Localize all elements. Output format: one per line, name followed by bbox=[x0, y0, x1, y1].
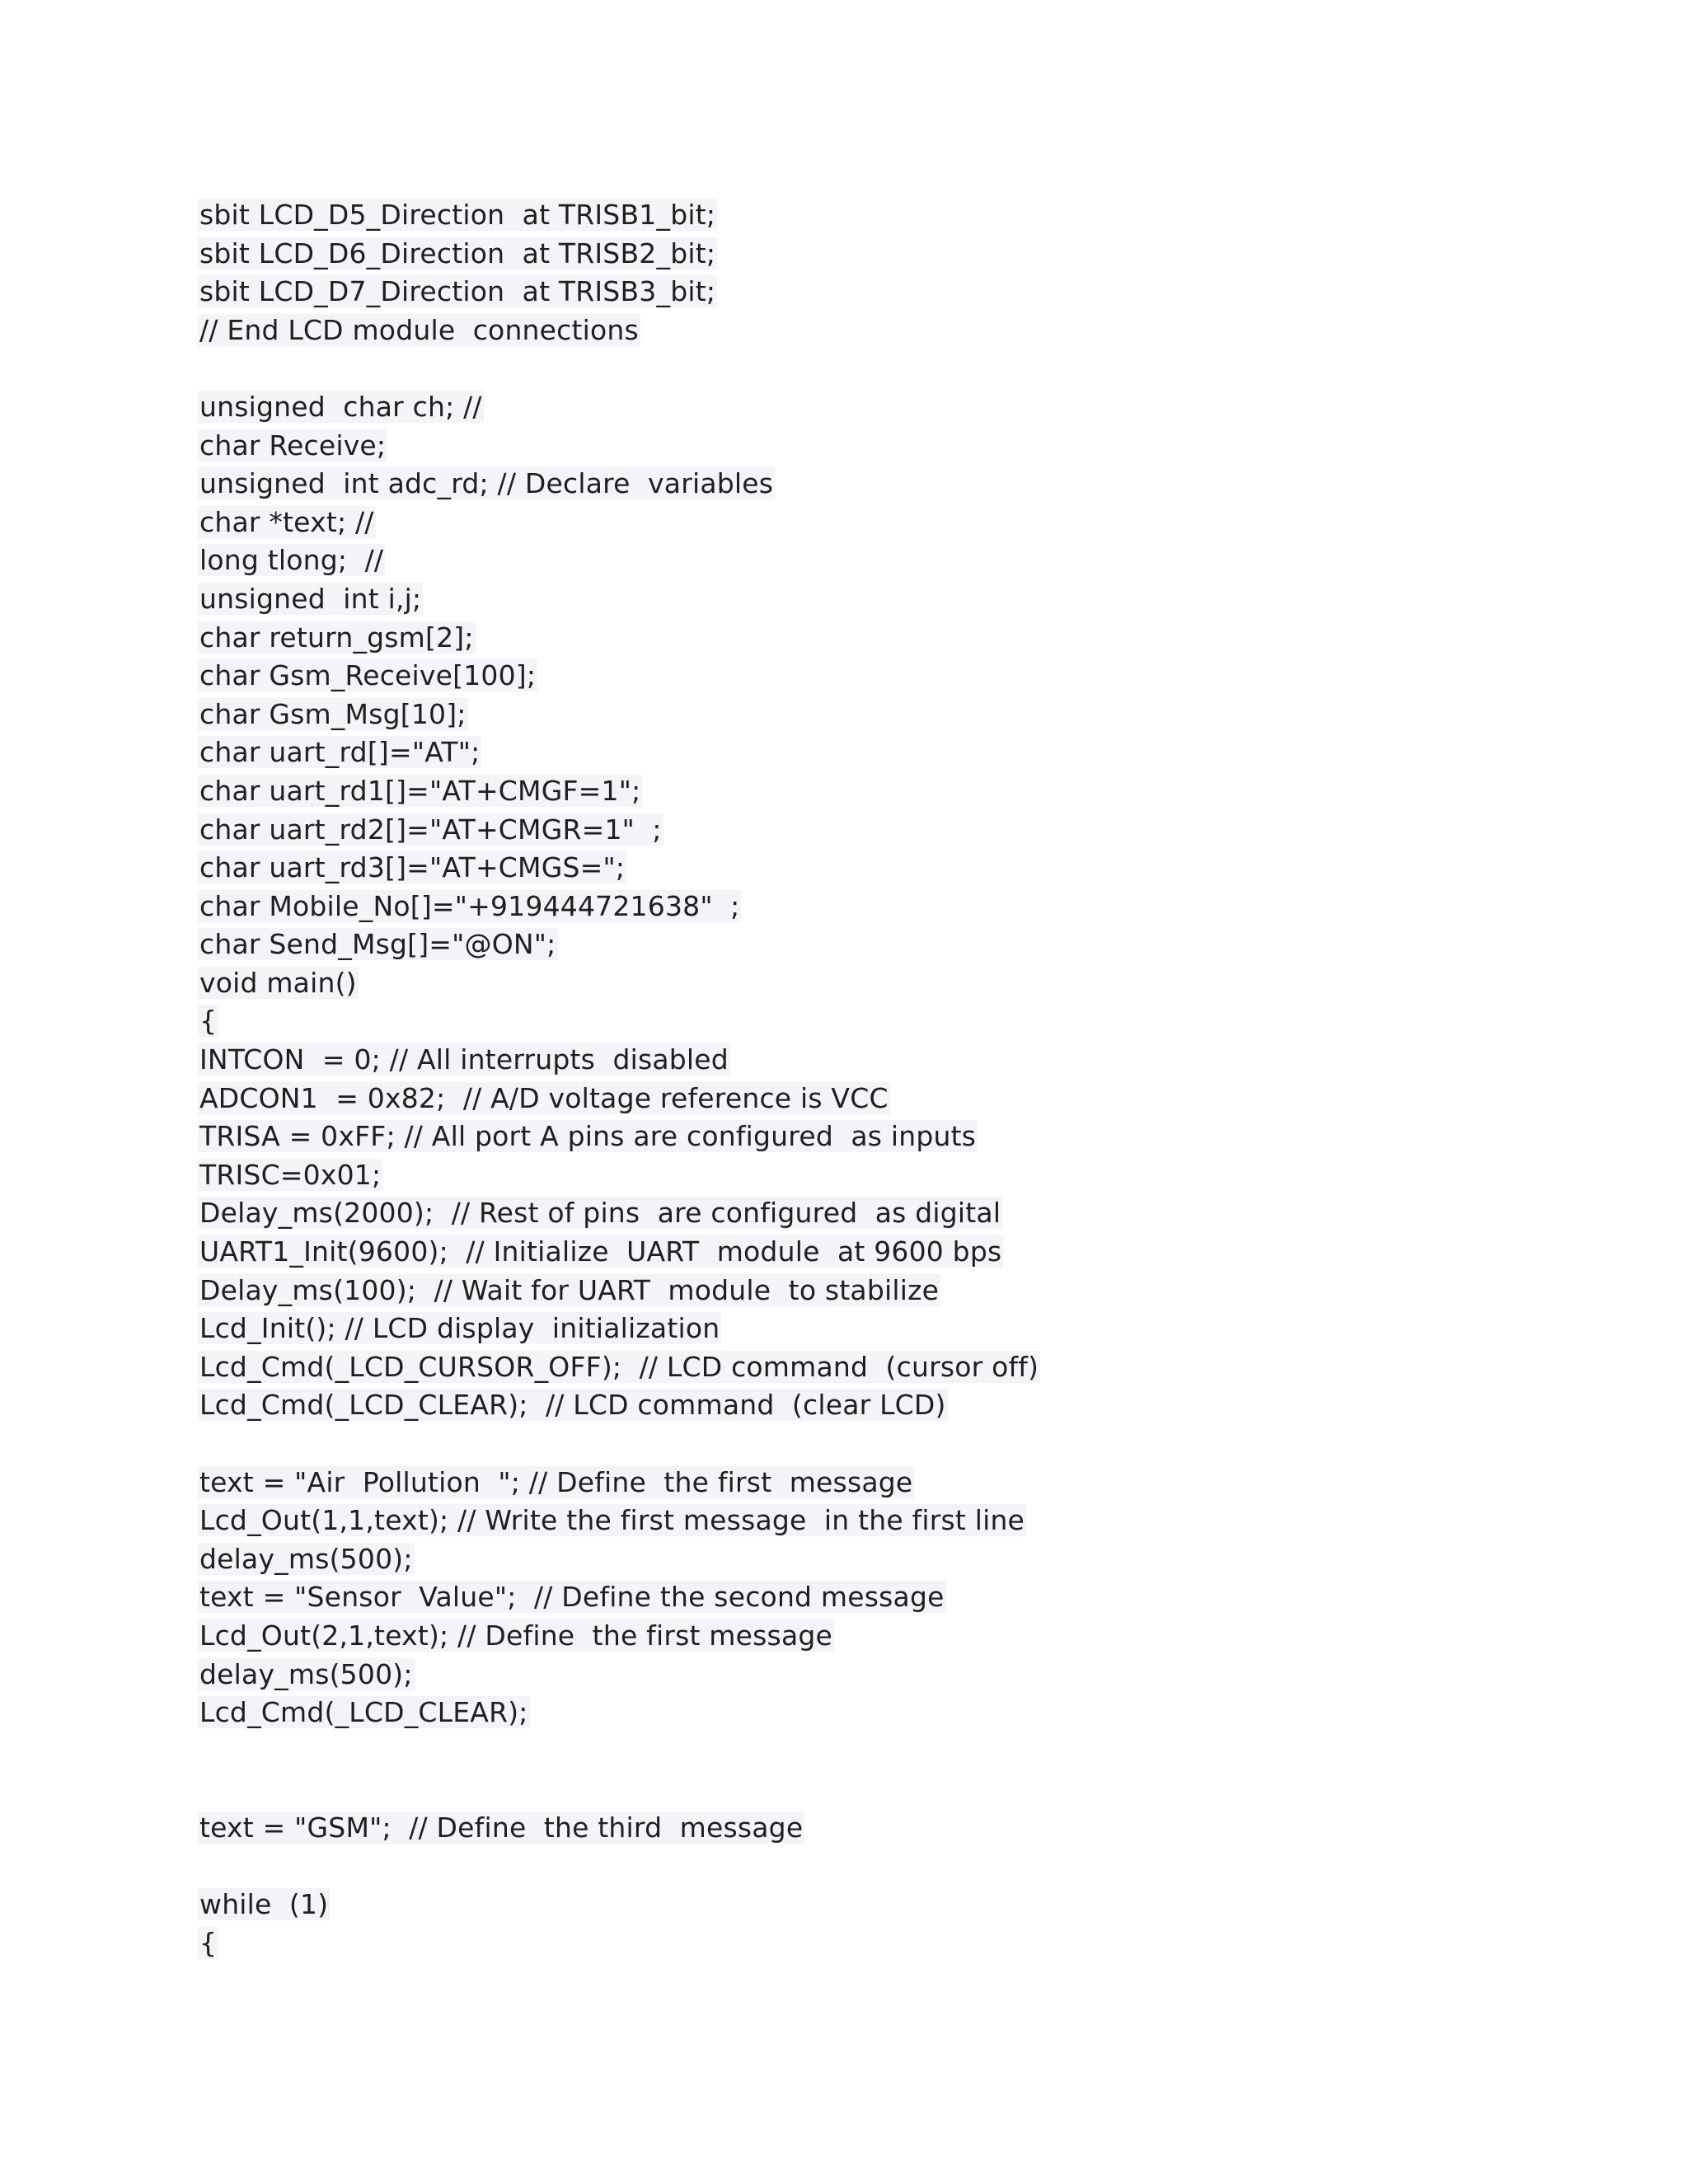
code-line bbox=[198, 1118, 1599, 1156]
code-line-text bbox=[198, 1850, 201, 1882]
code-line bbox=[198, 1156, 1599, 1195]
code-line-text: delay_ms(500); bbox=[199, 1657, 413, 1690]
code-line bbox=[198, 427, 1599, 466]
code-line-text bbox=[198, 1773, 201, 1805]
code-line-text: char uart_rd3[]="AT+CMGS="; bbox=[199, 851, 626, 884]
code-line bbox=[198, 1617, 1599, 1656]
code-line-text: Delay_ms(100); // Wait for UART module to stabilize bbox=[199, 1273, 940, 1306]
code-line bbox=[198, 1924, 1599, 1963]
code-line-text: sbit LCD_D6_Direction at TRISB2_bit; bbox=[199, 237, 716, 269]
code-line bbox=[198, 926, 1599, 964]
code-line bbox=[198, 235, 1599, 274]
code-line bbox=[198, 1041, 1599, 1080]
code-line bbox=[198, 388, 1599, 427]
code-line-text: Lcd_Cmd(_LCD_CLEAR); // LCD command (clear LCD) bbox=[199, 1389, 946, 1422]
code-line-text: TRISC=0x01; bbox=[199, 1158, 382, 1191]
code-line bbox=[198, 312, 1599, 350]
code-line bbox=[198, 1464, 1599, 1502]
code-line-text: text = "Air Pollution "; // Define the first message bbox=[199, 1465, 913, 1498]
code-line bbox=[198, 1272, 1599, 1310]
code-line-text: { bbox=[199, 1005, 218, 1038]
code-line-text: Lcd_Out(2,1,text); // Define the first message bbox=[199, 1619, 833, 1652]
code-line-text: TRISA = 0xFF; // All port A pins are configured as inputs bbox=[199, 1120, 977, 1153]
code-line-text: text = "Sensor Value"; // Define the second message bbox=[199, 1581, 945, 1614]
code-line bbox=[198, 1233, 1599, 1272]
code-line bbox=[198, 1886, 1599, 1924]
code-line-text bbox=[198, 1427, 201, 1460]
code-line-text: sbit LCD_D5_Direction at TRISB1_bit; bbox=[199, 199, 716, 231]
code-line bbox=[198, 1348, 1599, 1387]
code-line-text: text = "GSM"; // Define the third message bbox=[199, 1811, 804, 1844]
code-line-text: char *text; // bbox=[199, 505, 374, 538]
code-line bbox=[198, 772, 1599, 811]
code-line bbox=[198, 1080, 1599, 1118]
code-line-text: unsigned int adc_rd; // Declare variables bbox=[199, 467, 774, 500]
code-line bbox=[198, 504, 1599, 542]
code-line bbox=[198, 1310, 1599, 1348]
code-line-text: char Mobile_No[]="+919444721638" ; bbox=[199, 889, 740, 922]
code-line-text: char uart_rd1[]="AT+CMGF=1"; bbox=[199, 774, 641, 807]
blank-line bbox=[198, 349, 1599, 388]
blank-line bbox=[198, 1848, 1599, 1886]
code-line-text: char uart_rd2[]="AT+CMGR=1" ; bbox=[199, 813, 662, 846]
code-line bbox=[198, 1502, 1599, 1540]
code-line-text: void main() bbox=[199, 966, 357, 999]
code-listing bbox=[198, 196, 1599, 1962]
code-line-text bbox=[198, 352, 201, 384]
code-line bbox=[198, 580, 1599, 619]
code-line bbox=[198, 1194, 1599, 1233]
code-line-text: while (1) bbox=[199, 1888, 329, 1921]
code-line-text: Lcd_Init(); // LCD display initialization bbox=[199, 1312, 720, 1345]
code-line bbox=[198, 273, 1599, 312]
code-line bbox=[198, 619, 1599, 658]
code-line bbox=[198, 733, 1599, 772]
code-line bbox=[198, 196, 1599, 235]
code-line bbox=[198, 1656, 1599, 1694]
blank-line bbox=[198, 1770, 1599, 1809]
code-line bbox=[198, 811, 1599, 850]
code-line-text: // End LCD module connections bbox=[199, 313, 639, 346]
code-line-text: ADCON1 = 0x82; // A/D voltage reference is VCC bbox=[199, 1081, 889, 1114]
code-line bbox=[198, 964, 1599, 1003]
code-line bbox=[198, 1578, 1599, 1617]
code-line-text: { bbox=[199, 1926, 218, 1959]
code-line-text: char Receive; bbox=[199, 429, 387, 462]
code-line bbox=[198, 1694, 1599, 1732]
code-line-text: Lcd_Cmd(_LCD_CLEAR); bbox=[199, 1696, 528, 1729]
code-line bbox=[198, 465, 1599, 504]
code-line bbox=[198, 1809, 1599, 1848]
blank-line bbox=[198, 1732, 1599, 1771]
code-line-text: char Send_Msg[]="@ON"; bbox=[199, 928, 556, 961]
code-line bbox=[198, 888, 1599, 926]
code-line-text: sbit LCD_D7_Direction at TRISB3_bit; bbox=[199, 275, 716, 308]
code-line-text: Lcd_Out(1,1,text); // Write the first message in the first line bbox=[199, 1504, 1025, 1537]
code-line-text: unsigned char ch; // bbox=[199, 390, 482, 423]
code-line-text: INTCON = 0; // All interrupts disabled bbox=[199, 1043, 729, 1076]
code-line bbox=[198, 696, 1599, 734]
blank-line bbox=[198, 1425, 1599, 1464]
code-line-text: Lcd_Cmd(_LCD_CURSOR_OFF); // LCD command (cursor off) bbox=[199, 1350, 1039, 1383]
code-line bbox=[198, 541, 1599, 580]
code-line-text: char Gsm_Msg[10]; bbox=[199, 697, 467, 730]
code-line-text: UART1_Init(9600); // Initialize UART module at 9600 bps bbox=[199, 1235, 1002, 1268]
code-line-text: char Gsm_Receive[100]; bbox=[199, 659, 537, 692]
code-line bbox=[198, 1540, 1599, 1579]
code-line-text: delay_ms(500); bbox=[199, 1542, 413, 1575]
code-line bbox=[198, 1002, 1599, 1041]
code-line-text: long tlong; // bbox=[199, 544, 384, 577]
code-line bbox=[198, 657, 1599, 696]
code-line-text bbox=[198, 1735, 201, 1767]
code-line-text: Delay_ms(2000); // Rest of pins are configured as digital bbox=[199, 1197, 1001, 1230]
code-line-text: char uart_rd[]="AT"; bbox=[199, 736, 481, 769]
code-line-text: char return_gsm[2]; bbox=[199, 621, 474, 654]
code-line-text: unsigned int i,j; bbox=[199, 582, 422, 615]
code-line bbox=[198, 1386, 1599, 1425]
code-line bbox=[198, 849, 1599, 888]
